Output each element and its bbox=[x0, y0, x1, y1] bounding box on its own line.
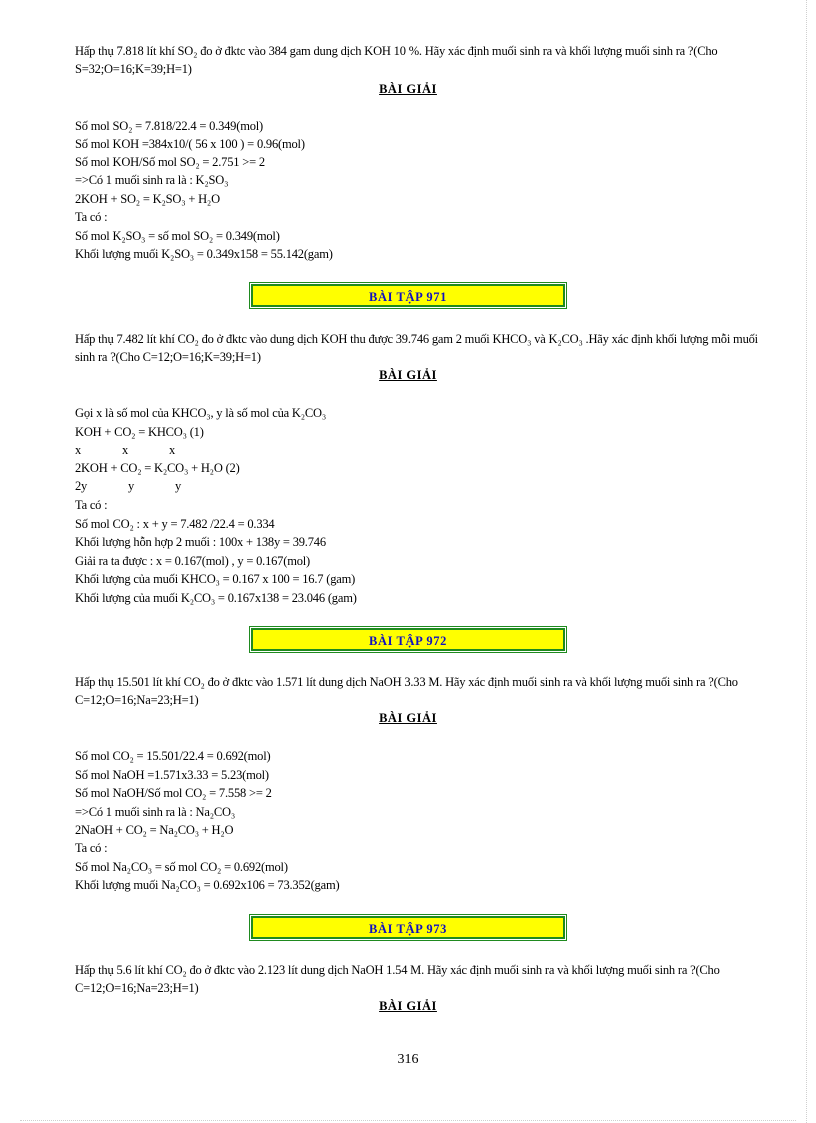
solution-line: Số mol KOH =384x10/( 56 x 100 ) = 0.96(mol) bbox=[75, 137, 305, 151]
problem-971-question: Hấp thụ 7.482 lít khí CO₂ đo ở đktc vào dung dịch KOH thu được 39.746 gam 2 muối KHCO₃ và K₂CO₃ .Hãy xác định khối lượng mỗi muối sinh ra ?(Cho C=12;O=16;K=39;H=1) bbox=[75, 332, 758, 364]
problem-972-solution-heading: BÀI GIẢI bbox=[379, 711, 437, 725]
problem-972-question: Hấp thụ 15.501 lít khí CO₂ đo ở đktc vào 1.571 lít dung dịch NaOH 3.33 M. Hãy xác định muối sinh ra và khối lượng muối sinh ra ?(Cho C=12;O=16;Na=23;H=1) bbox=[75, 675, 738, 707]
solution-line: Khối lượng của muối KHCO₃ = 0.167 x 100 = 16.7 (gam) bbox=[75, 572, 356, 586]
solution-line: Ta có : bbox=[75, 498, 108, 512]
solution-line: Số mol NaOH/Số mol CO₂ = 7.558 >= 2 bbox=[75, 786, 272, 800]
solution-line: Số mol Na₂CO₃ = số mol CO₂ = 0.692(mol) bbox=[75, 860, 288, 874]
solution-line: 2NaOH + CO₂ = Na₂CO₃ + H₂O bbox=[75, 823, 234, 837]
solution-line: Ta có : bbox=[75, 210, 108, 224]
solution-line: =>Có 1 muối sinh ra là : Na₂CO₃ bbox=[75, 805, 236, 819]
problem-972-title-box: BÀI TẬP 972 bbox=[251, 628, 565, 651]
solution-line: Số mol CO₂ = 15.501/22.4 = 0.692(mol) bbox=[75, 749, 271, 763]
solution-line: 2y y y bbox=[75, 479, 182, 493]
problem-970-question: Hấp thụ 7.818 lít khí SO₂ đo ở đktc vào 384 gam dung dịch KOH 10 %. Hãy xác định muối sinh ra và khối lượng muối sinh ra ?(Cho S=32;O=16;K=39;H=1) bbox=[75, 44, 718, 76]
solution-line: KOH + CO₂ = KHCO₃ (1) bbox=[75, 425, 204, 439]
solution-line: =>Có 1 muối sinh ra là : K₂SO₃ bbox=[75, 173, 229, 187]
solution-line: 2KOH + SO₂ = K₂SO₃ + H₂O bbox=[75, 192, 220, 206]
solution-line: Số mol CO₂ : x + y = 7.482 /22.4 = 0.334 bbox=[75, 517, 275, 531]
problem-973-title-box: BÀI TẬP 973 bbox=[251, 916, 565, 939]
solution-line: Số mol SO₂ = 7.818/22.4 = 0.349(mol) bbox=[75, 119, 264, 133]
solution-line: Giải ra ta được : x = 0.167(mol) , y = 0.167(mol) bbox=[75, 554, 310, 568]
solution-line: Gọi x là số mol của KHCO₃, y là số mol của K₂CO₃ bbox=[75, 406, 327, 420]
solution-line: Số mol KOH/Số mol SO₂ = 2.751 >= 2 bbox=[75, 155, 265, 169]
solution-line: Ta có : bbox=[75, 841, 108, 855]
solution-line: Khối lượng muối Na₂CO₃ = 0.692x106 = 73.352(gam) bbox=[75, 878, 340, 892]
problem-970-solution-heading: BÀI GIẢI bbox=[379, 82, 437, 96]
solution-line: Số mol K₂SO₃ = số mol SO₂ = 0.349(mol) bbox=[75, 229, 280, 243]
solution-line: Số mol NaOH =1.571x3.33 = 5.23(mol) bbox=[75, 768, 269, 782]
page-edge-divider-vertical bbox=[806, 0, 807, 1123]
problem-971-solution-heading: BÀI GIẢI bbox=[379, 368, 437, 382]
problem-973-solution-heading: BÀI GIẢI bbox=[379, 999, 437, 1013]
solution-line: Khối lượng của muối K₂CO₃ = 0.167x138 = 23.046 (gam) bbox=[75, 591, 357, 605]
solution-line: Khối lượng hỗn hợp 2 muối : 100x + 138y = 39.746 bbox=[75, 535, 326, 549]
page-number: 316 bbox=[397, 1052, 419, 1067]
solution-line: Khối lượng muối K₂SO₃ = 0.349x158 = 55.142(gam) bbox=[75, 247, 333, 261]
page-edge-divider bbox=[20, 1120, 796, 1121]
solution-line: x x x bbox=[75, 443, 176, 457]
problem-973-question: Hấp thụ 5.6 lít khí CO₂ đo ở đktc vào 2.123 lít dung dịch NaOH 1.54 M. Hãy xác định muối sinh ra và khối lượng muối sinh ra ?(Cho C=12;O=16;Na=23;H=1) bbox=[75, 963, 720, 995]
solution-line: 2KOH + CO₂ = K₂CO₃ + H₂O (2) bbox=[75, 461, 240, 475]
problem-971-title-box: BÀI TẬP 971 bbox=[251, 284, 565, 307]
